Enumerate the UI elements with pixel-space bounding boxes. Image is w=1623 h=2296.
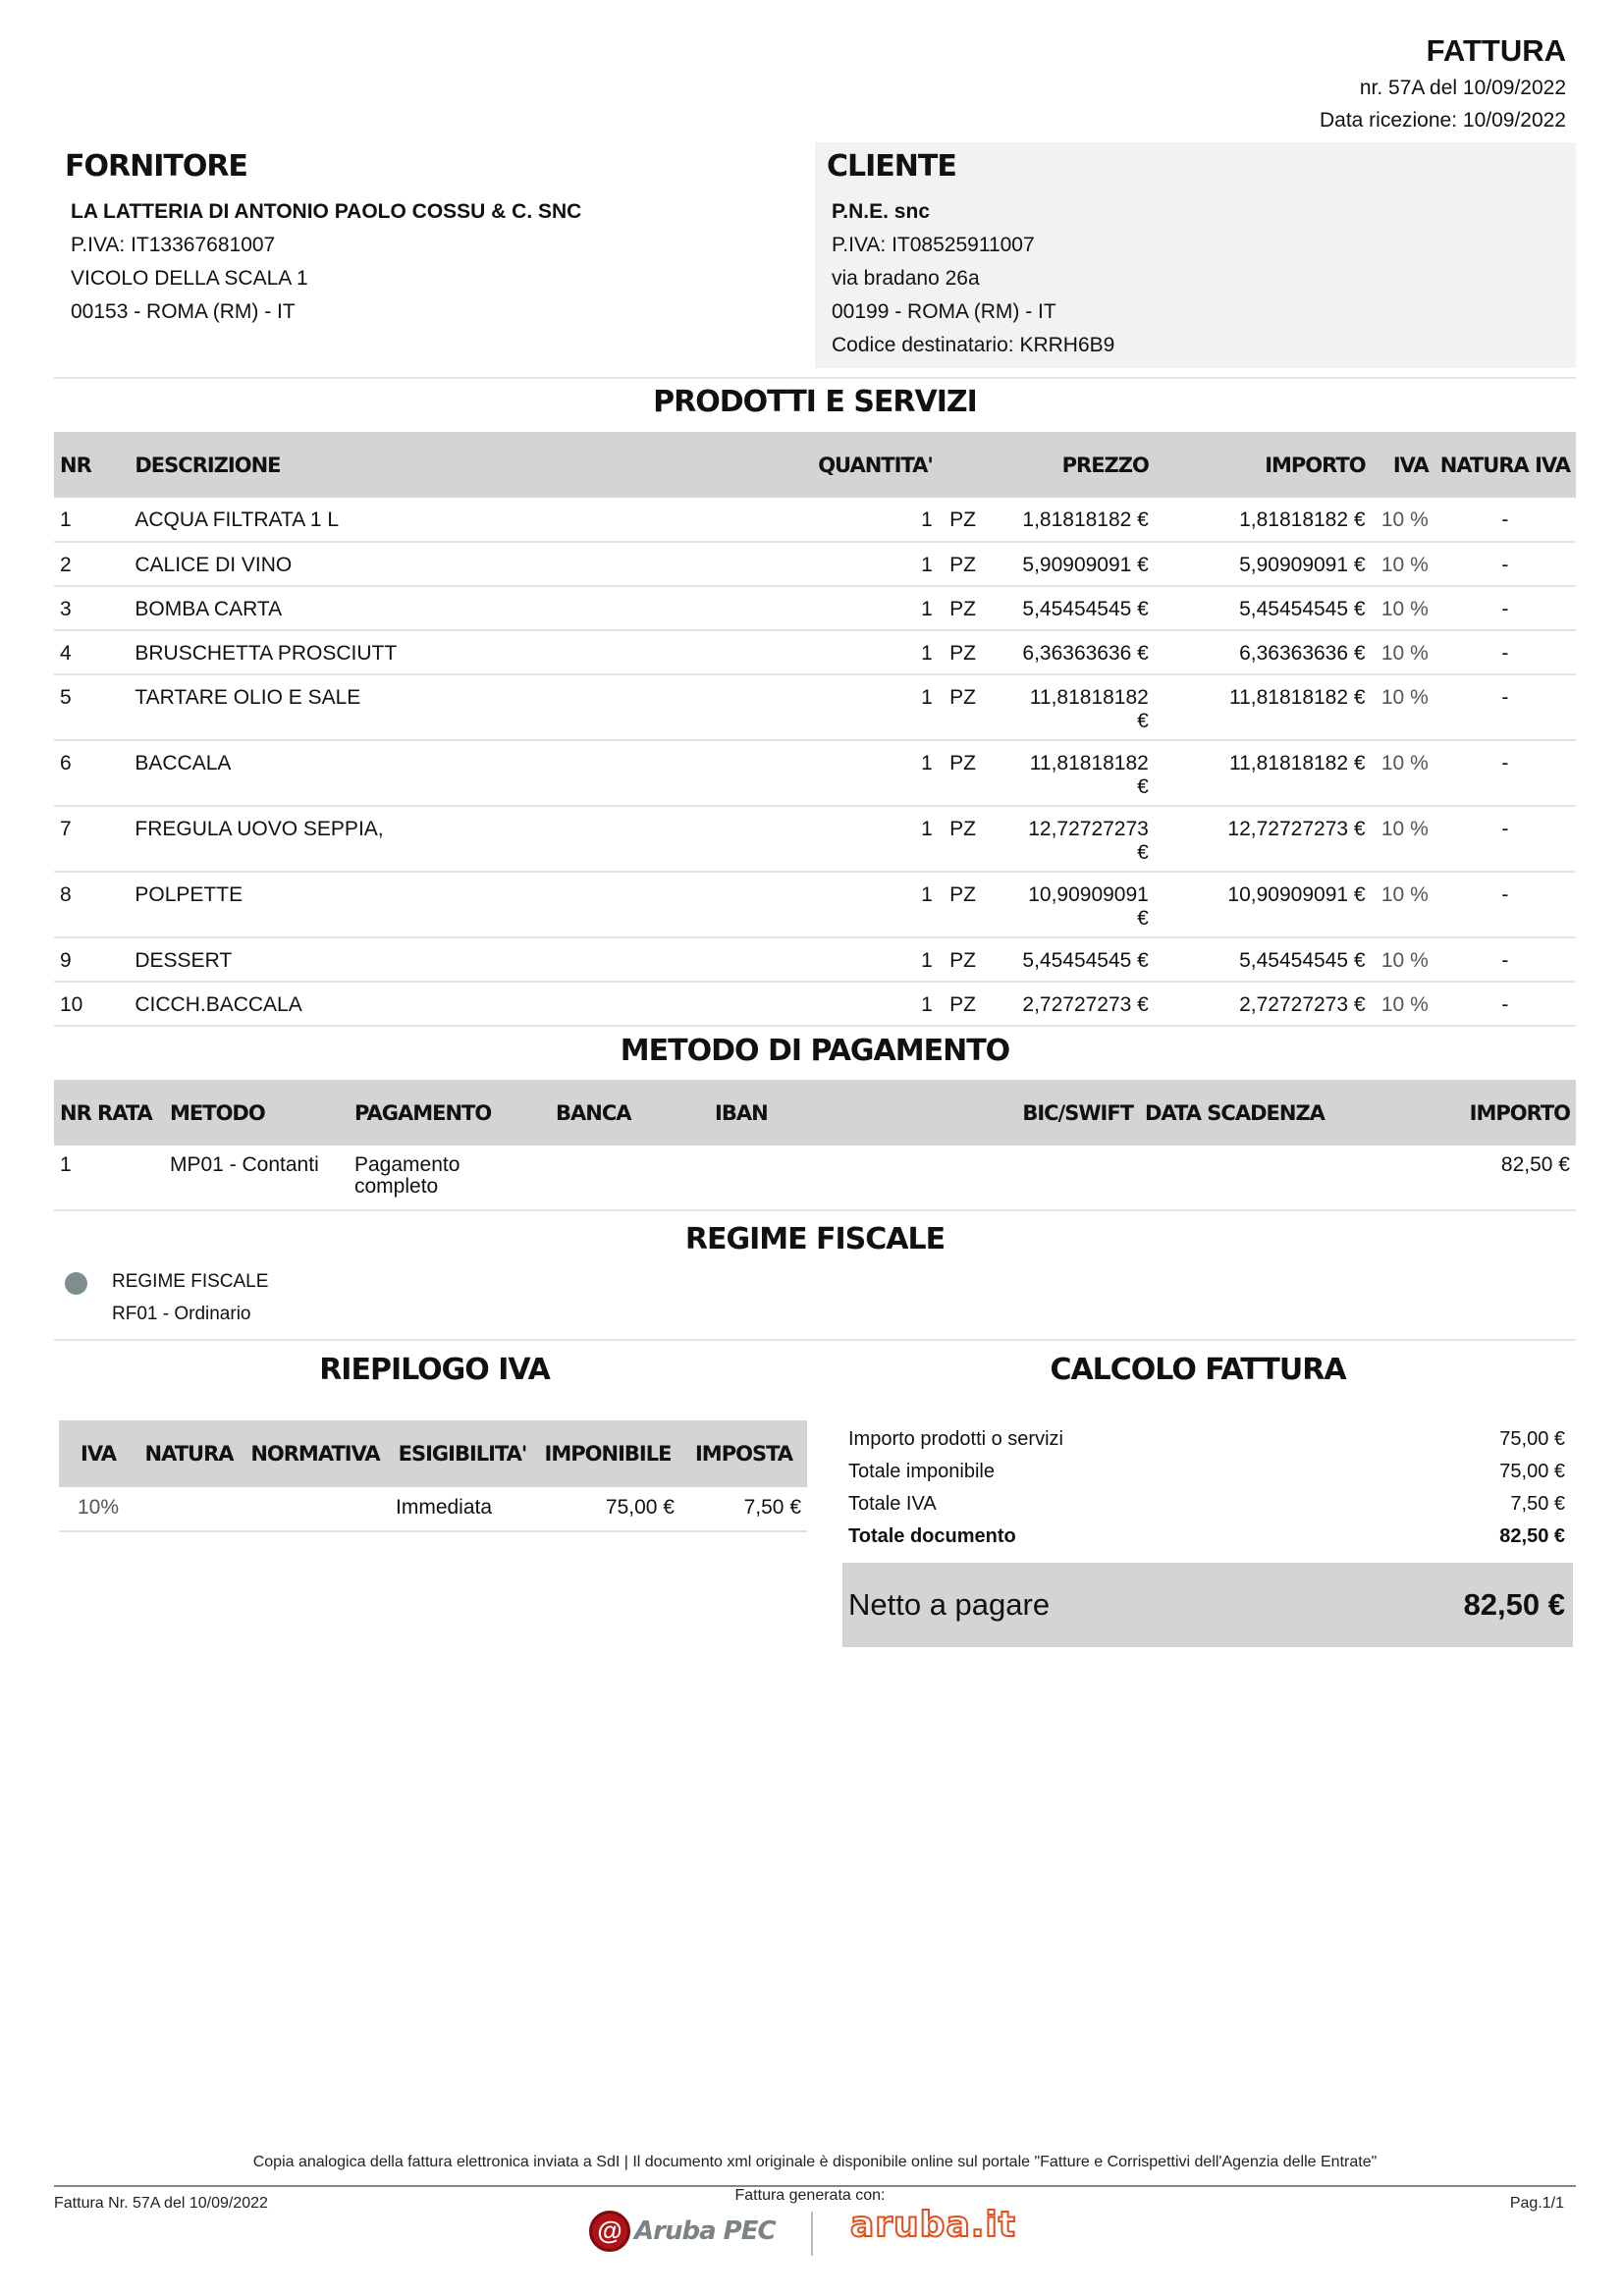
- product-price: 5,45454545 €: [987, 586, 1155, 630]
- product-vat: 10 %: [1372, 982, 1434, 1026]
- product-price: 5,45454545 €: [987, 937, 1155, 982]
- document-title: FATTURA: [1426, 33, 1566, 68]
- products-title: PRODOTTI E SERVIZI: [653, 385, 977, 419]
- product-price: 2,72727273 €: [987, 982, 1155, 1026]
- product-unit: PZ: [939, 872, 987, 937]
- product-vat: 10 %: [1372, 937, 1434, 982]
- product-unit: PZ: [939, 982, 987, 1026]
- col-natura-iva: NATURA IVA: [1434, 432, 1576, 498]
- supplier-name: LA LATTERIA DI ANTONIO PAOLO COSSU & C. SNC: [71, 200, 582, 223]
- calc-value: 75,00 €: [1499, 1428, 1565, 1450]
- product-price: 1,81818182 €: [987, 498, 1155, 542]
- product-quantity: 1: [661, 630, 938, 674]
- footer-page-number: Pag.1/1: [1509, 2195, 1564, 2212]
- calc-row: [848, 1428, 1565, 1451]
- product-quantity: 1: [661, 674, 938, 740]
- regime-title: REGIME FISCALE: [684, 1222, 946, 1256]
- col-natura: NATURA: [137, 1420, 241, 1487]
- product-vat-nature: -: [1434, 740, 1576, 806]
- product-quantity: 1: [661, 937, 938, 982]
- calc-label: Totale IVA: [848, 1493, 937, 1515]
- col-bic: BIC/SWIFT: [1003, 1080, 1139, 1146]
- aruba-it-logo: aruba.it: [850, 2205, 1016, 2245]
- col-iva: IVA: [59, 1420, 137, 1487]
- supplier-block: [65, 149, 791, 329]
- payment-scadenza: [1139, 1146, 1370, 1210]
- product-nr: 3: [54, 586, 129, 630]
- supplier-address: VICOLO DELLA SCALA 1: [71, 267, 308, 290]
- col-iva: IVA: [1372, 432, 1434, 498]
- product-quantity: 1: [661, 806, 938, 872]
- payment-bic: [1003, 1146, 1139, 1210]
- product-price-text: 11,81818182 €: [1029, 686, 1149, 732]
- at-seal-icon: @: [589, 2211, 630, 2252]
- product-price: 5,90909091 €: [987, 542, 1155, 586]
- product-vat-nature: -: [1434, 872, 1576, 937]
- product-unit: PZ: [939, 586, 987, 630]
- calc-row: [848, 1493, 1565, 1516]
- product-amount: 1,81818182 €: [1155, 498, 1372, 542]
- product-description: ACQUA FILTRATA 1 L: [129, 498, 661, 542]
- vat-normativa: [241, 1487, 390, 1531]
- product-quantity: 1: [661, 740, 938, 806]
- vat-esigibilita: Immediata: [390, 1487, 535, 1531]
- divider: [54, 1339, 1576, 1341]
- net-payable-box: [842, 1563, 1573, 1647]
- calc-row-total: [848, 1525, 1565, 1548]
- product-price: 6,36363636 €: [987, 630, 1155, 674]
- calc-label: Totale documento: [848, 1525, 1016, 1547]
- calc-value: 7,50 €: [1510, 1493, 1565, 1515]
- product-amount: 2,72727273 €: [1155, 982, 1372, 1026]
- product-amount: 5,45454545 €: [1155, 586, 1372, 630]
- product-vat: 10 %: [1372, 872, 1434, 937]
- payment-nr-rata: 1: [54, 1146, 164, 1210]
- product-row: [54, 542, 1576, 586]
- product-row: [54, 740, 1576, 806]
- product-vat: 10 %: [1372, 806, 1434, 872]
- product-quantity: 1: [661, 498, 938, 542]
- product-description: BOMBA CARTA: [129, 586, 661, 630]
- vat-natura: [137, 1487, 241, 1531]
- product-row: [54, 937, 1576, 982]
- bullet-icon: [65, 1272, 87, 1295]
- col-scadenza: DATA SCADENZA: [1139, 1080, 1370, 1146]
- product-description: FREGULA UOVO SEPPIA,: [129, 806, 661, 872]
- col-normativa: NORMATIVA: [241, 1420, 390, 1487]
- product-vat-nature: -: [1434, 630, 1576, 674]
- product-unit: PZ: [939, 937, 987, 982]
- col-descrizione: DESCRIZIONE: [129, 432, 661, 498]
- product-description: CICCH.BACCALA: [129, 982, 661, 1026]
- product-nr: 4: [54, 630, 129, 674]
- col-banca: BANCA: [550, 1080, 709, 1146]
- product-description: BRUSCHETTA PROSCIUTT: [129, 630, 661, 674]
- footer-note: Copia analogica della fattura elettronica inviata a SdI | Il documento xml originale è disponibile online sul portale "Fatture e Corrispettivi dell'Agenzia delle Entrate": [252, 2154, 1378, 2170]
- product-unit: PZ: [939, 542, 987, 586]
- product-amount: 11,81818182 €: [1155, 740, 1372, 806]
- vat-summary-title: RIEPILOGO IVA: [319, 1353, 550, 1387]
- payment-row: [54, 1146, 1576, 1210]
- calc-value: 82,50 €: [1499, 1525, 1565, 1547]
- product-nr: 10: [54, 982, 129, 1026]
- product-price-text: 10,90909091 €: [1028, 883, 1149, 930]
- vat-summary-header-row: [59, 1420, 807, 1487]
- invoice-number: nr. 57A del 10/09/2022: [1359, 77, 1566, 99]
- col-imponibile: IMPONIBILE: [535, 1420, 680, 1487]
- customer-block: [815, 142, 1576, 368]
- product-vat: 10 %: [1372, 674, 1434, 740]
- product-amount: 5,90909091 €: [1155, 542, 1372, 586]
- footer-invoice-ref: Fattura Nr. 57A del 10/09/2022: [54, 2195, 268, 2212]
- product-vat-nature: -: [1434, 586, 1576, 630]
- vat-imposta: 7,50 €: [680, 1487, 807, 1531]
- product-price: [987, 674, 1155, 740]
- vat-summary-table: [59, 1420, 807, 1532]
- product-vat-nature: -: [1434, 982, 1576, 1026]
- product-nr: 1: [54, 498, 129, 542]
- product-vat-nature: -: [1434, 542, 1576, 586]
- col-prezzo: PREZZO: [987, 432, 1155, 498]
- product-row: [54, 586, 1576, 630]
- product-amount: 6,36363636 €: [1155, 630, 1372, 674]
- product-unit: PZ: [939, 740, 987, 806]
- product-description: POLPETTE: [129, 872, 661, 937]
- col-iban: IBAN: [709, 1080, 1003, 1146]
- col-nr-rata: NR RATA: [54, 1080, 164, 1146]
- product-quantity: 1: [661, 982, 938, 1026]
- col-imposta: IMPOSTA: [680, 1420, 807, 1487]
- customer-heading: CLIENTE: [827, 149, 956, 184]
- product-vat-nature: -: [1434, 806, 1576, 872]
- calc-value: 75,00 €: [1499, 1461, 1565, 1482]
- footer-generated-with: Fattura generata con:: [734, 2187, 886, 2204]
- col-importo-pag: IMPORTO: [1370, 1080, 1576, 1146]
- product-vat: 10 %: [1372, 740, 1434, 806]
- product-quantity: 1: [661, 586, 938, 630]
- product-unit: PZ: [939, 630, 987, 674]
- products-table: [54, 432, 1576, 1027]
- calc-row: [848, 1461, 1565, 1483]
- product-vat-nature: -: [1434, 674, 1576, 740]
- customer-piva: P.IVA: IT08525911007: [832, 234, 1035, 256]
- supplier-city: 00153 - ROMA (RM) - IT: [71, 300, 296, 323]
- divider: [54, 377, 1576, 379]
- product-nr: 8: [54, 872, 129, 937]
- payment-iban: [709, 1146, 1003, 1210]
- vat-summary-row: [59, 1487, 807, 1531]
- invoice-calc-title: CALCOLO FATTURA: [1050, 1353, 1346, 1387]
- product-quantity: 1: [661, 542, 938, 586]
- payment-metodo: MP01 - Contanti: [164, 1146, 349, 1210]
- product-amount: 11,81818182 €: [1155, 674, 1372, 740]
- product-vat: 10 %: [1372, 498, 1434, 542]
- product-nr: 9: [54, 937, 129, 982]
- aruba-pec-logo-text: Aruba PEC: [634, 2216, 776, 2246]
- product-description: CALICE DI VINO: [129, 542, 661, 586]
- col-metodo: METODO: [164, 1080, 349, 1146]
- product-description: TARTARE OLIO E SALE: [129, 674, 661, 740]
- aruba-pec-logo: [589, 2209, 785, 2253]
- supplier-piva: P.IVA: IT13367681007: [71, 234, 276, 256]
- product-unit: PZ: [939, 498, 987, 542]
- customer-name: P.N.E. snc: [832, 200, 930, 223]
- product-nr: 5: [54, 674, 129, 740]
- payment-importo: 82,50 €: [1370, 1146, 1576, 1210]
- product-vat-nature: -: [1434, 937, 1576, 982]
- payment-pagamento: [349, 1146, 550, 1210]
- supplier-heading: FORNITORE: [65, 149, 247, 184]
- product-nr: 6: [54, 740, 129, 806]
- vat-imponibile: 75,00 €: [535, 1487, 680, 1531]
- product-description: BACCALA: [129, 740, 661, 806]
- payment-table: [54, 1080, 1576, 1211]
- product-row: [54, 630, 1576, 674]
- payment-pagamento-text: Pagamento completo: [354, 1153, 460, 1198]
- calc-label: Totale imponibile: [848, 1461, 995, 1482]
- payment-title: METODO DI PAGAMENTO: [620, 1034, 1010, 1068]
- col-importo: IMPORTO: [1155, 432, 1372, 498]
- product-price: [987, 806, 1155, 872]
- product-row: [54, 674, 1576, 740]
- customer-recipient-code: Codice destinatario: KRRH6B9: [832, 334, 1115, 356]
- product-vat: 10 %: [1372, 542, 1434, 586]
- product-price-text: 11,81818182 €: [1029, 752, 1149, 798]
- col-unit: [939, 432, 987, 498]
- product-row: [54, 498, 1576, 542]
- products-header-row: [54, 432, 1576, 498]
- product-unit: PZ: [939, 674, 987, 740]
- col-esigibilita: ESIGIBILITA': [390, 1420, 535, 1487]
- customer-city: 00199 - ROMA (RM) - IT: [832, 300, 1056, 323]
- product-vat: 10 %: [1372, 630, 1434, 674]
- product-nr: 7: [54, 806, 129, 872]
- logo-separator: [811, 2212, 813, 2256]
- regime-label: REGIME FISCALE: [112, 1271, 269, 1292]
- payment-banca: [550, 1146, 709, 1210]
- product-quantity: 1: [661, 872, 938, 937]
- product-row: [54, 806, 1576, 872]
- vat-iva: 10%: [59, 1487, 137, 1531]
- col-quantita: QUANTITA': [661, 432, 938, 498]
- product-unit: PZ: [939, 806, 987, 872]
- product-amount: 12,72727273 €: [1155, 806, 1372, 872]
- received-date: Data ricezione: 10/09/2022: [1319, 109, 1566, 132]
- net-payable-value: 82,50 €: [1463, 1587, 1565, 1622]
- customer-address: via bradano 26a: [832, 267, 980, 290]
- product-vat: 10 %: [1372, 586, 1434, 630]
- regime-value: RF01 - Ordinario: [112, 1304, 251, 1324]
- product-amount: 10,90909091 €: [1155, 872, 1372, 937]
- product-nr: 2: [54, 542, 129, 586]
- net-payable-label: Netto a pagare: [848, 1587, 1051, 1622]
- product-price: [987, 740, 1155, 806]
- product-description: DESSERT: [129, 937, 661, 982]
- product-row: [54, 872, 1576, 937]
- col-pagamento: PAGAMENTO: [349, 1080, 550, 1146]
- product-amount: 5,45454545 €: [1155, 937, 1372, 982]
- calc-label: Importo prodotti o servizi: [848, 1428, 1063, 1450]
- payment-header-row: [54, 1080, 1576, 1146]
- product-row: [54, 982, 1576, 1026]
- product-vat-nature: -: [1434, 498, 1576, 542]
- col-nr: NR: [54, 432, 129, 498]
- product-price-text: 12,72727273 €: [1028, 818, 1149, 864]
- product-price: [987, 872, 1155, 937]
